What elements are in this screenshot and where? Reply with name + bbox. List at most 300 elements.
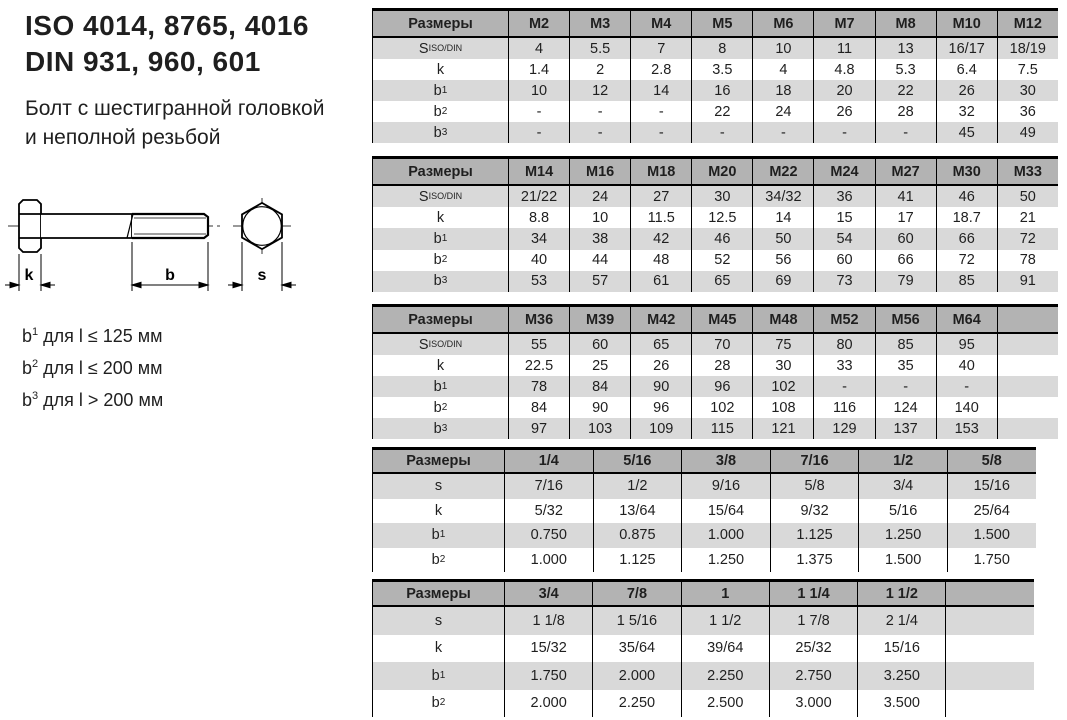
table-cell: 32 [936, 101, 997, 122]
table-cell: 49 [997, 122, 1058, 143]
table-cell: 33 [813, 355, 874, 376]
row-label: S ISO/DIN [418, 40, 463, 57]
column-header: M4 [630, 11, 691, 36]
row-label: b 1 [431, 667, 446, 684]
table-row [373, 59, 1058, 80]
column-header: M7 [813, 11, 874, 36]
column-header: M56 [875, 307, 936, 332]
table-cell: - [691, 122, 752, 143]
dimension-notes [22, 318, 163, 414]
bolt-size-table-3 [372, 304, 1058, 439]
column-header: M52 [813, 307, 874, 332]
table-cell: - [630, 122, 691, 143]
table-cell: 85 [936, 271, 997, 292]
table-cell: 60 [813, 250, 874, 271]
table-cell: 153 [936, 418, 997, 439]
table-row [373, 355, 1058, 376]
column-header: M24 [813, 159, 874, 184]
table-row [373, 499, 1036, 524]
title-iso-line: ISO 4014, 8765, 4016 [25, 10, 309, 41]
table-cell: - [569, 101, 630, 122]
table-cell: 8 [691, 38, 752, 59]
table-cell: 6.4 [936, 59, 997, 80]
table-cell: 3.250 [857, 662, 945, 690]
table-cell: 25 [569, 355, 630, 376]
table-cell: 137 [875, 418, 936, 439]
table-cell [997, 334, 1058, 355]
table-cell: 26 [936, 80, 997, 101]
table-cell: 15/32 [504, 635, 592, 663]
table-cell: 96 [630, 397, 691, 418]
table-cell: 22 [691, 101, 752, 122]
table-cell: 27 [630, 186, 691, 207]
table-cell: 5/16 [858, 499, 947, 524]
table-row [373, 38, 1058, 59]
table-cell: 45 [936, 122, 997, 143]
table-cell: 60 [875, 228, 936, 249]
table-header-row [373, 159, 1058, 186]
table-cell: - [508, 122, 569, 143]
table-cell: 95 [936, 334, 997, 355]
table-cell [945, 662, 1033, 690]
table-row [373, 122, 1058, 143]
table-cell: 1.500 [858, 548, 947, 573]
table-cell: 66 [936, 228, 997, 249]
table-cell: 124 [875, 397, 936, 418]
table-cell: 5/8 [770, 474, 859, 499]
table-cell: 18/19 [997, 38, 1058, 59]
table-cell: 3.5 [691, 59, 752, 80]
bolt-shank [41, 214, 132, 238]
table-row [373, 207, 1058, 228]
table-cell: 2.000 [592, 662, 680, 690]
table-cell: 35/64 [592, 635, 680, 663]
table-cell: 46 [936, 186, 997, 207]
table-cell [945, 607, 1033, 635]
table-row [373, 250, 1058, 271]
table-cell: 102 [752, 376, 813, 397]
table-cell: 30 [752, 355, 813, 376]
header-label: Размеры [406, 585, 471, 602]
table-cell: 44 [569, 250, 630, 271]
bolt-technical-drawing [0, 190, 330, 312]
table-cell: 36 [813, 186, 874, 207]
table-cell: 109 [630, 418, 691, 439]
table-cell: 4 [508, 38, 569, 59]
column-header: 1/2 [858, 450, 947, 472]
table-cell [945, 635, 1033, 663]
table-cell: 78 [997, 250, 1058, 271]
table-cell: 1.250 [858, 523, 947, 548]
table-cell: 4 [752, 59, 813, 80]
table-cell: 10 [569, 207, 630, 228]
column-header: 7/16 [770, 450, 859, 472]
column-header [945, 582, 1033, 605]
column-header: M22 [752, 159, 813, 184]
table-cell: 42 [630, 228, 691, 249]
column-header: 7/8 [592, 582, 680, 605]
table-cell: 73 [813, 271, 874, 292]
table-cell [997, 397, 1058, 418]
table-cell: 90 [630, 376, 691, 397]
table-cell: 12 [569, 80, 630, 101]
table-cell: 2.750 [769, 662, 857, 690]
table-cell: 24 [569, 186, 630, 207]
table-cell: 1.750 [947, 548, 1036, 573]
column-header: 1 1/2 [857, 582, 945, 605]
table-cell: 1 5/16 [592, 607, 680, 635]
table-cell: 121 [752, 418, 813, 439]
table-cell: 2.250 [592, 690, 680, 718]
row-label: b 3 [433, 420, 448, 437]
table-cell: 22 [875, 80, 936, 101]
table-cell: 13 [875, 38, 936, 59]
table-cell: 56 [752, 250, 813, 271]
table-row [373, 334, 1058, 355]
table-cell: 17 [875, 207, 936, 228]
table-cell: 54 [813, 228, 874, 249]
table-cell: 24 [752, 101, 813, 122]
row-label: k [434, 640, 443, 657]
table-cell: 5.5 [569, 38, 630, 59]
bolt-thread-section [127, 214, 208, 238]
table-cell: 36 [997, 101, 1058, 122]
table-cell: 15/16 [857, 635, 945, 663]
table-cell: 50 [752, 228, 813, 249]
row-label: b 2 [433, 252, 448, 269]
table-cell: 46 [691, 228, 752, 249]
table-cell: 25/32 [769, 635, 857, 663]
table-row [373, 271, 1058, 292]
table-cell: 9/32 [770, 499, 859, 524]
table-cell: 18.7 [936, 207, 997, 228]
column-header: M3 [569, 11, 630, 36]
table-cell: 65 [691, 271, 752, 292]
table-row [373, 548, 1036, 573]
column-header: M12 [997, 11, 1058, 36]
table-row [373, 418, 1058, 439]
table-cell: - [875, 376, 936, 397]
table-cell: 70 [691, 334, 752, 355]
table-cell: 116 [813, 397, 874, 418]
table-cell: 53 [508, 271, 569, 292]
table-cell: 1.750 [504, 662, 592, 690]
table-cell: 7.5 [997, 59, 1058, 80]
header-label: Размеры [408, 163, 473, 180]
row-label: b 1 [433, 82, 448, 99]
table-cell: 1 1/2 [681, 607, 769, 635]
table-cell: - [936, 376, 997, 397]
column-header: M30 [936, 159, 997, 184]
column-header: M20 [691, 159, 752, 184]
column-header: M8 [875, 11, 936, 36]
table-cell: 50 [997, 186, 1058, 207]
page-subtitle [25, 94, 324, 152]
column-header: 5/8 [947, 450, 1036, 472]
column-header: 3/4 [504, 582, 592, 605]
table-cell: 84 [508, 397, 569, 418]
table-cell [997, 376, 1058, 397]
table-cell: - [630, 101, 691, 122]
table-cell: 11 [813, 38, 874, 59]
bolt-size-table-2 [372, 156, 1058, 292]
column-header: M16 [569, 159, 630, 184]
column-header: 3/8 [681, 450, 770, 472]
table-cell: 3/4 [858, 474, 947, 499]
column-header: M10 [936, 11, 997, 36]
table-header-row [373, 582, 1034, 607]
table-cell: 1.000 [681, 523, 770, 548]
table-cell: 2 1/4 [857, 607, 945, 635]
table-cell: 78 [508, 376, 569, 397]
table-cell: 140 [936, 397, 997, 418]
column-header: M48 [752, 307, 813, 332]
row-label: S ISO/DIN [418, 188, 463, 205]
row-label: k [436, 209, 445, 226]
table-cell: 57 [569, 271, 630, 292]
header-label: Размеры [406, 453, 471, 469]
dimension-label-b: b [165, 267, 175, 284]
table-cell [945, 690, 1033, 718]
table-cell: 5.3 [875, 59, 936, 80]
column-header: M5 [691, 11, 752, 36]
table-cell: 40 [936, 355, 997, 376]
table-cell: 12.5 [691, 207, 752, 228]
row-label: b 2 [433, 103, 448, 120]
table-cell: 1.500 [947, 523, 1036, 548]
table-cell: 1 1/8 [504, 607, 592, 635]
table-cell: 65 [630, 334, 691, 355]
table-cell: 10 [752, 38, 813, 59]
table-row [373, 101, 1058, 122]
table-cell: 9/16 [681, 474, 770, 499]
table-cell: 48 [630, 250, 691, 271]
table-header-row [373, 307, 1058, 334]
table-cell: 16/17 [936, 38, 997, 59]
table-cell: - [813, 122, 874, 143]
header-label: Размеры [408, 15, 473, 32]
table-cell: 72 [936, 250, 997, 271]
column-header: 1 1/4 [769, 582, 857, 605]
page-title [25, 8, 309, 80]
row-label: S ISO/DIN [418, 336, 463, 353]
table-cell: 115 [691, 418, 752, 439]
column-header: 1 [681, 582, 769, 605]
dimension-label-k: k [24, 267, 34, 284]
table-cell: 66 [875, 250, 936, 271]
row-label: b 1 [431, 527, 446, 544]
subtitle-line-1: Болт с шестигранной головкой [25, 97, 325, 120]
table-cell: 1.375 [770, 548, 859, 573]
column-header: M2 [508, 11, 569, 36]
table-cell: 2.000 [504, 690, 592, 718]
column-header: M6 [752, 11, 813, 36]
table-row [373, 690, 1034, 718]
table-cell: 8.8 [508, 207, 569, 228]
row-label: b 2 [431, 551, 446, 568]
table-cell: - [508, 101, 569, 122]
table-cell: 0.875 [593, 523, 682, 548]
table-cell: 21/22 [508, 186, 569, 207]
bolt-size-table-5 [372, 579, 1034, 717]
table-row [373, 662, 1034, 690]
row-label: b 1 [433, 230, 448, 247]
table-cell: 129 [813, 418, 874, 439]
table-cell: 52 [691, 250, 752, 271]
table-cell: 1 7/8 [769, 607, 857, 635]
table-cell: 69 [752, 271, 813, 292]
table-cell: - [752, 122, 813, 143]
table-cell: 14 [630, 80, 691, 101]
table-cell: 96 [691, 376, 752, 397]
table-cell: 11.5 [630, 207, 691, 228]
table-cell: 2.250 [681, 662, 769, 690]
header-label: Размеры [408, 311, 473, 328]
table-cell [997, 418, 1058, 439]
bolt-size-table-1 [372, 8, 1058, 143]
table-cell: 55 [508, 334, 569, 355]
table-cell: 61 [630, 271, 691, 292]
table-cell: 1.125 [593, 548, 682, 573]
table-row [373, 186, 1058, 207]
row-label: b 1 [433, 378, 448, 395]
table-row [373, 635, 1034, 663]
dimension-label-s: s [257, 267, 267, 284]
table-cell: 13/64 [593, 499, 682, 524]
bolt-size-table-4 [372, 447, 1036, 572]
table-cell: 7/16 [504, 474, 593, 499]
table-cell: 84 [569, 376, 630, 397]
table-cell: 15 [813, 207, 874, 228]
table-cell: 30 [997, 80, 1058, 101]
table-cell: 41 [875, 186, 936, 207]
table-cell: 1.125 [770, 523, 859, 548]
table-cell: 26 [630, 355, 691, 376]
table-cell: 102 [691, 397, 752, 418]
table-cell: 30 [691, 186, 752, 207]
table-cell: 25/64 [947, 499, 1036, 524]
note-line: $b^3$ для l > 200 мм [22, 390, 164, 410]
title-din-line: DIN 931, 960, 601 [25, 46, 261, 77]
table-cell: 15/16 [947, 474, 1036, 499]
row-label: b 2 [431, 695, 446, 712]
table-cell: 97 [508, 418, 569, 439]
table-row [373, 474, 1036, 499]
row-label: s [434, 612, 443, 629]
table-cell: 91 [997, 271, 1058, 292]
table-cell: 22.5 [508, 355, 569, 376]
table-cell: 4.8 [813, 59, 874, 80]
note-line: $b^2$ для l ≤ 200 мм [22, 358, 163, 378]
table-cell: 1.000 [504, 548, 593, 573]
table-cell: 28 [691, 355, 752, 376]
table-cell: 80 [813, 334, 874, 355]
table-row [373, 523, 1036, 548]
table-cell: 1.4 [508, 59, 569, 80]
table-cell: 28 [875, 101, 936, 122]
column-header [997, 307, 1058, 332]
row-label: s [434, 478, 443, 495]
table-cell: 72 [997, 228, 1058, 249]
column-header: M33 [997, 159, 1058, 184]
row-label: k [434, 502, 443, 519]
note-line: $b^1$ для l ≤ 125 мм [22, 326, 163, 346]
column-header: 5/16 [593, 450, 682, 472]
column-header: M36 [508, 307, 569, 332]
table-cell: 3.500 [857, 690, 945, 718]
table-cell: 15/64 [681, 499, 770, 524]
table-cell: 18 [752, 80, 813, 101]
table-cell: - [569, 122, 630, 143]
row-label: b 3 [433, 273, 448, 290]
table-cell: 3.000 [769, 690, 857, 718]
table-cell: 0.750 [504, 523, 593, 548]
table-cell: 108 [752, 397, 813, 418]
column-header: M64 [936, 307, 997, 332]
column-header: 1/4 [504, 450, 593, 472]
table-cell: 35 [875, 355, 936, 376]
table-cell: 39/64 [681, 635, 769, 663]
table-cell: 34 [508, 228, 569, 249]
table-cell [997, 355, 1058, 376]
table-cell: 75 [752, 334, 813, 355]
table-cell: 1/2 [593, 474, 682, 499]
table-row [373, 397, 1058, 418]
table-cell: 60 [569, 334, 630, 355]
bolt-head-front-view [242, 203, 282, 249]
column-header: M39 [569, 307, 630, 332]
subtitle-line-2: и неполной резьбой [25, 126, 221, 149]
table-cell: 21 [997, 207, 1058, 228]
table-cell: 90 [569, 397, 630, 418]
table-cell: 2 [569, 59, 630, 80]
table-cell: 16 [691, 80, 752, 101]
bolt-head-side-view [19, 200, 41, 252]
table-row [373, 607, 1034, 635]
row-label: k [436, 357, 445, 374]
table-row [373, 228, 1058, 249]
table-cell: 26 [813, 101, 874, 122]
table-cell: 79 [875, 271, 936, 292]
column-header: M27 [875, 159, 936, 184]
table-row [373, 80, 1058, 101]
column-header: M18 [630, 159, 691, 184]
table-cell: 20 [813, 80, 874, 101]
table-cell: 1.250 [681, 548, 770, 573]
table-cell: 10 [508, 80, 569, 101]
table-cell: - [875, 122, 936, 143]
table-cell: 34/32 [752, 186, 813, 207]
column-header: M14 [508, 159, 569, 184]
column-header: M42 [630, 307, 691, 332]
table-cell: 2.500 [681, 690, 769, 718]
table-header-row [373, 11, 1058, 38]
table-cell: 14 [752, 207, 813, 228]
table-cell: 38 [569, 228, 630, 249]
table-cell: 40 [508, 250, 569, 271]
table-cell: 103 [569, 418, 630, 439]
row-label: b 2 [433, 399, 448, 416]
row-label: b 3 [433, 124, 448, 141]
table-cell: 7 [630, 38, 691, 59]
row-label: k [436, 61, 445, 78]
column-header: M45 [691, 307, 752, 332]
table-cell: 85 [875, 334, 936, 355]
table-header-row [373, 450, 1036, 474]
table-row [373, 376, 1058, 397]
table-cell: 5/32 [504, 499, 593, 524]
table-cell: 2.8 [630, 59, 691, 80]
